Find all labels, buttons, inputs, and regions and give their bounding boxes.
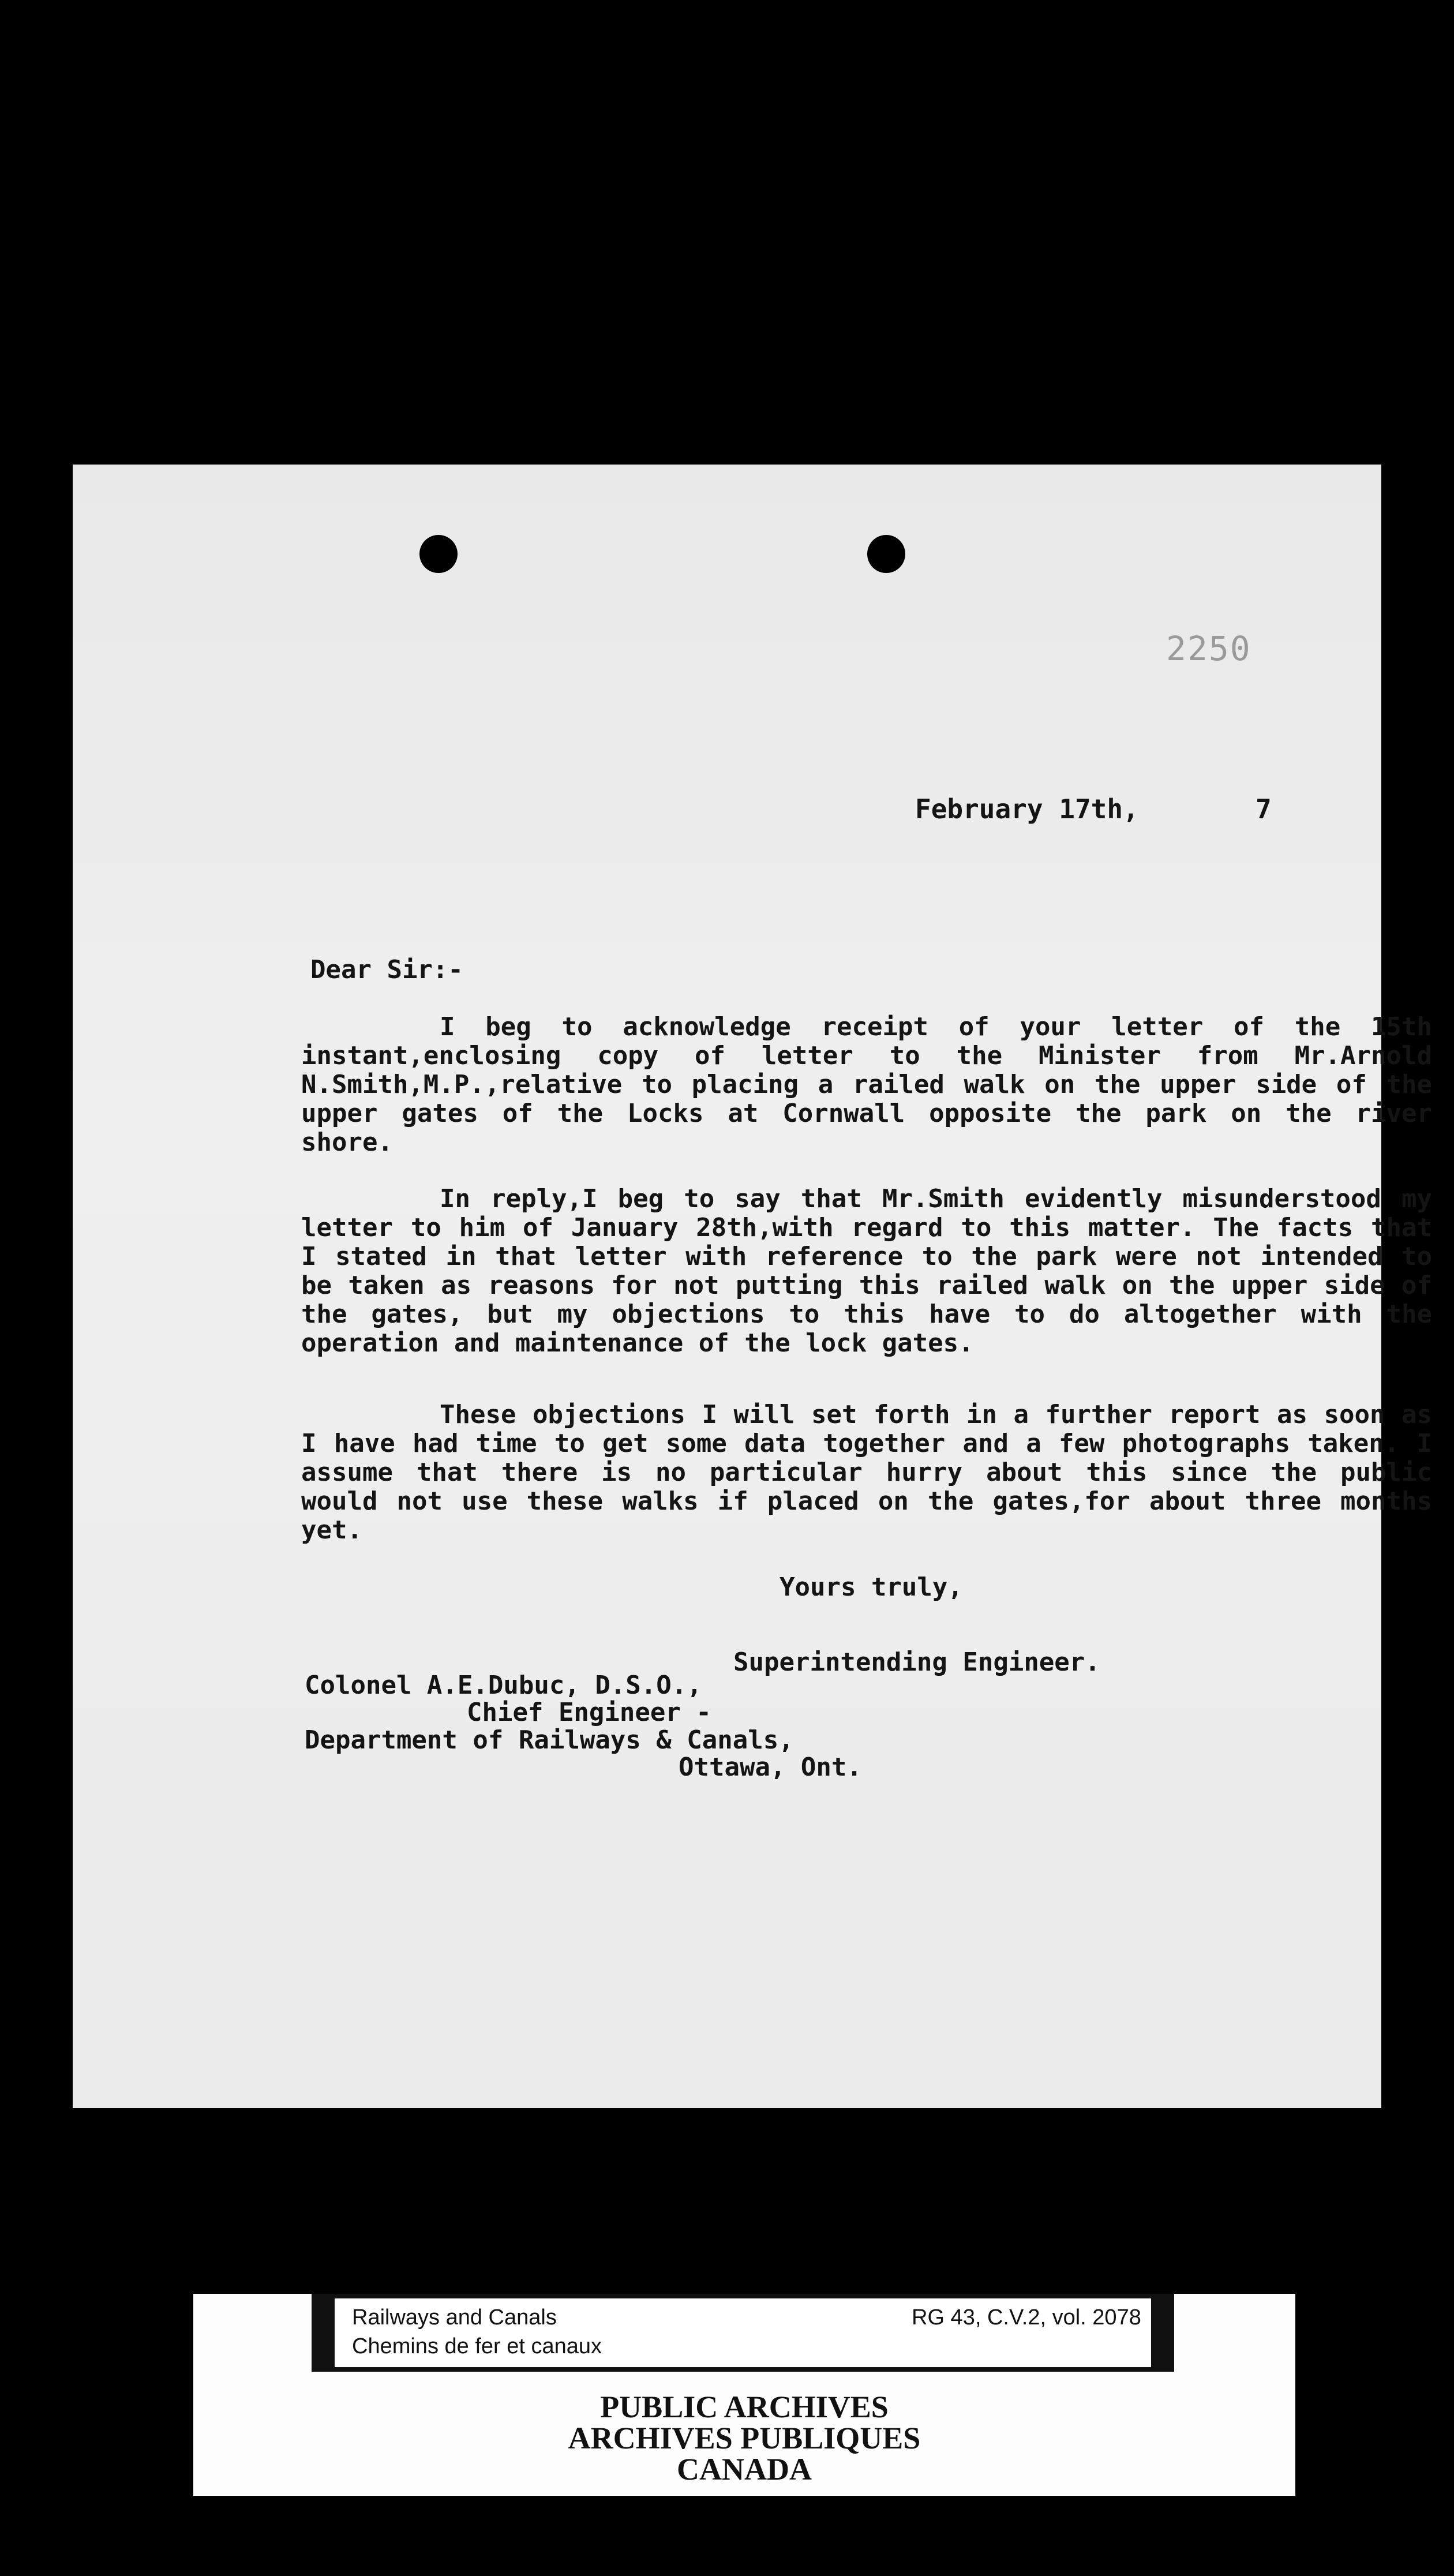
addressee-title: Chief Engineer -: [467, 1698, 711, 1727]
signature-title: Superintending Engineer.: [733, 1648, 1100, 1677]
letter-page: [73, 465, 1432, 2108]
body-paragraph-1: I beg to acknowledge receipt of your letter of the 15th instant,enclosing copy of letter to the Minister from Mr.Arnold N.Smith,M.P.,relative to placing a railed walk on the upper side of the upper gates of the Locks at Cornwall opposite the park on the river shore.: [301, 1012, 1432, 1157]
addressee-department: Department of Railways & Canals,: [305, 1725, 794, 1755]
punch-hole-left: [419, 535, 458, 573]
archive-source-strip: [312, 2294, 1174, 2372]
file-number-stamp: 2250: [1166, 629, 1251, 668]
letter-date: February 17th,: [915, 793, 1139, 825]
punch-hole-right: [867, 535, 905, 573]
archive-reference: RG 43, C.V.2, vol. 2078: [912, 2305, 1141, 2330]
body-paragraph-2: In reply,I beg to say that Mr.Smith evidently misunderstood my letter to him of January 28th,with regard to this matter. The facts that I stated in that letter with reference to the park were not intended to be taken as reasons for not putting this railed walk on the upper side of the gates, but my objections to this have to do altogether with the operation and maintenance of the lock gates.: [301, 1184, 1432, 1358]
addressee-name: Colonel A.E.Dubuc, D.S.O.,: [305, 1671, 702, 1700]
archive-source-box: [335, 2298, 1151, 2367]
archive-source-english: Railways and Canals: [352, 2305, 557, 2330]
archive-heading-english: PUBLIC ARCHIVES: [600, 2390, 889, 2424]
addressee-city: Ottawa, Ont.: [679, 1753, 862, 1782]
body-paragraph-3: These objections I will set forth in a further report as soon as I have had time to get some data together and a few photographs taken. I assume that there is no particular hurry about this since the public would not use these walks if placed on the gates,for about three months yet.: [301, 1400, 1432, 1545]
archive-heading-french: ARCHIVES PUBLIQUES: [568, 2421, 921, 2455]
letter-date-year: 7: [1256, 793, 1272, 825]
archive-source-french: Chemins de fer et canaux: [352, 2334, 602, 2358]
closing: Yours truly,: [780, 1572, 963, 1602]
archive-heading-country: CANADA: [677, 2452, 812, 2487]
archive-label: [193, 2294, 1295, 2496]
salutation: Dear Sir:-: [310, 955, 463, 984]
